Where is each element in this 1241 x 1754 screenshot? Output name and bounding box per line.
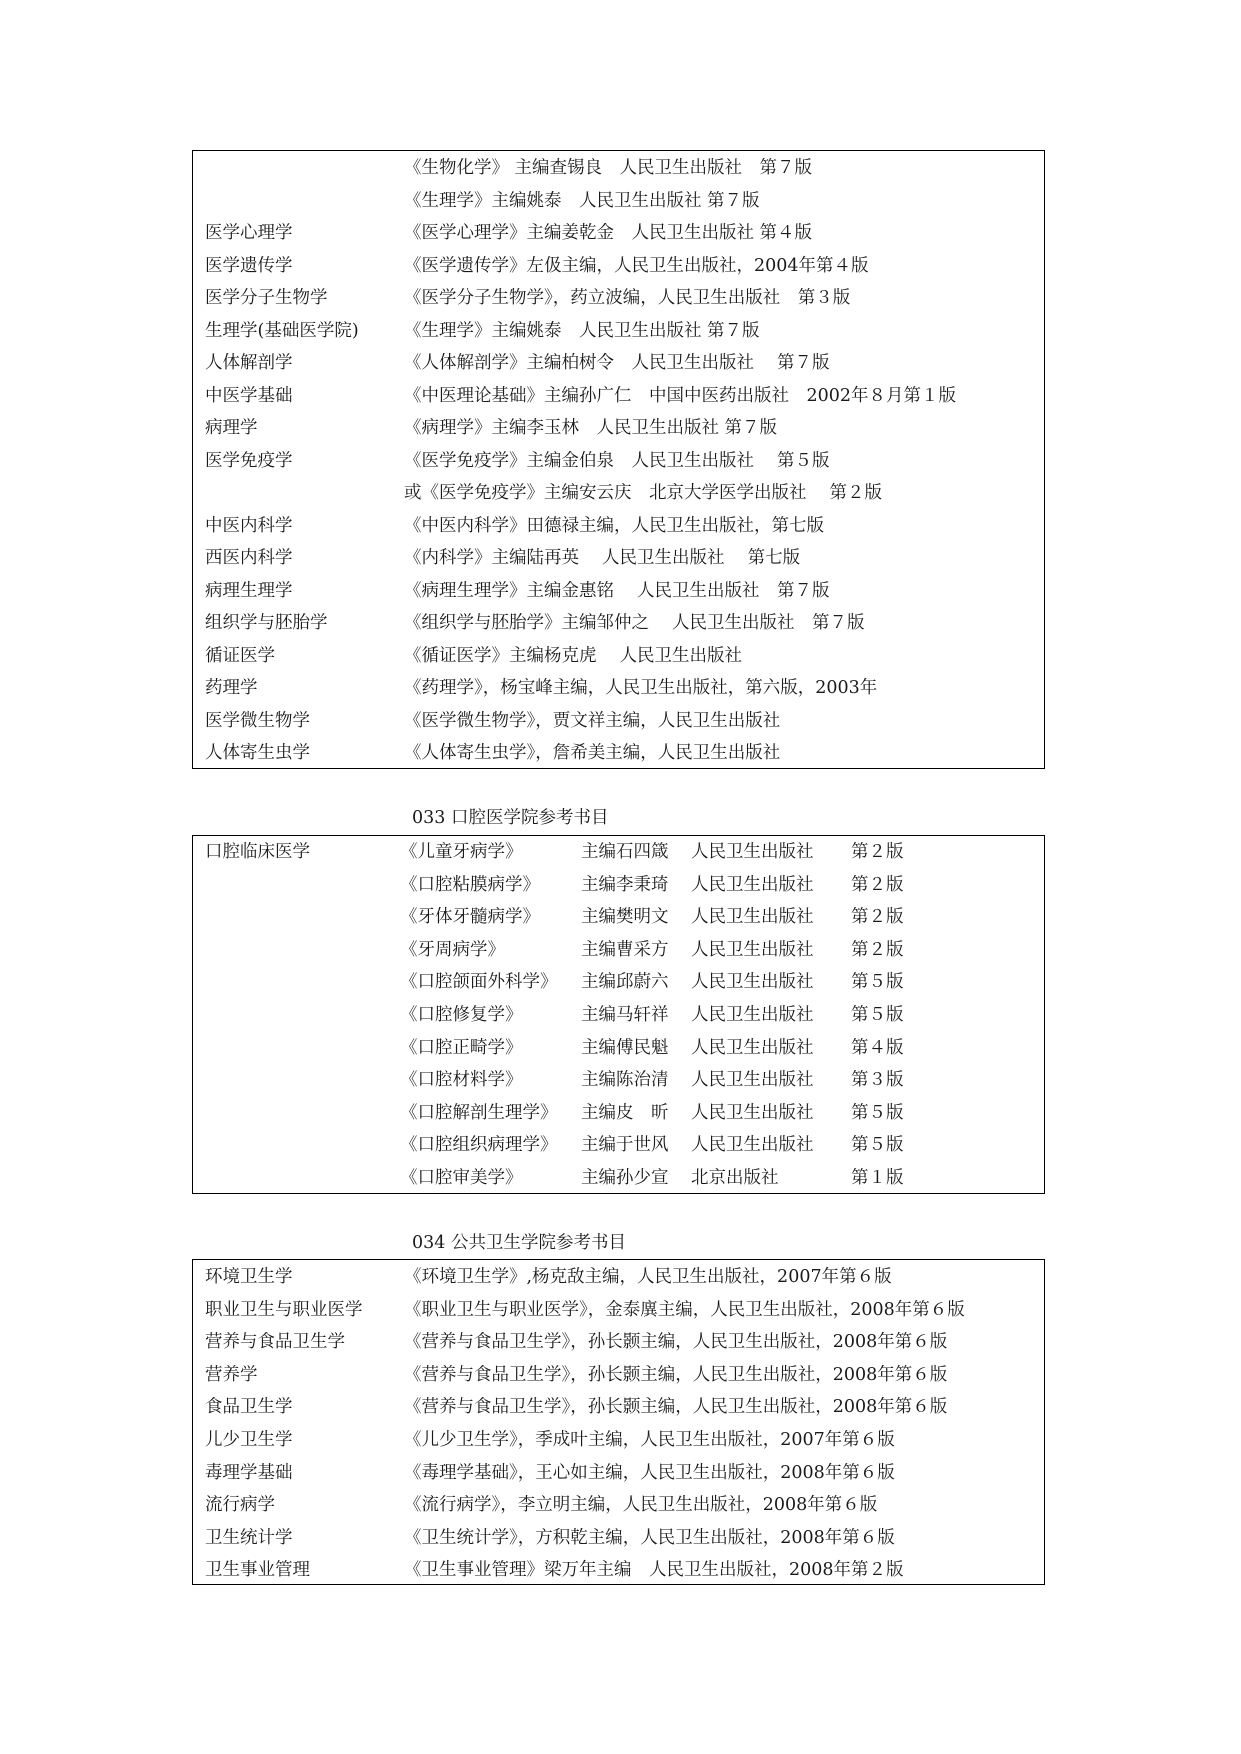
book-reference: 《生物化学》 主编查锡良 人民卫生出版社 第７版 [404,158,813,178]
book-reference: 《职业卫生与职业医学》，金泰廙主编，人民卫生出版社，2008年第６版 [404,1299,965,1320]
subject-label: 医学心理学 [205,223,293,243]
book-reference: 《病理生理学》主编金惠铭 人民卫生出版社 第７版 [404,580,830,601]
subject-label: 毒理学基础 [205,1462,293,1483]
book-reference: 《中医内科学》田德禄主编，人民卫生出版社，第七版 [404,515,824,536]
book-reference: 《流行病学》，李立明主编，人民卫生出版社，2008年第６版 [404,1495,878,1516]
book-edition: 第３版 [851,1070,904,1091]
book-publisher: 人民卫生出版社 [691,1037,814,1058]
book-reference: 《卫生统计学》，方积乾主编，人民卫生出版社，2008年第６版 [404,1527,895,1548]
subject-label: 药理学 [205,678,258,698]
subject-label: 循证医学 [205,645,275,666]
book-reference: 《医学心理学》主编姜乾金 人民卫生出版社 第４版 [404,223,813,243]
book-publisher: 人民卫生出版社 [691,1135,814,1156]
book-publisher: 人民卫生出版社 [691,842,814,862]
book-editor: 主编马轩祥 [581,1005,669,1025]
book-edition: 第４版 [851,1037,904,1058]
book-publisher: 人民卫生出版社 [691,874,814,895]
book-publisher: 北京出版社 [691,1168,779,1188]
book-reference: 《生理学》主编姚泰 人民卫生出版社 第７版 [404,190,760,211]
book-reference: 《组织学与胚胎学》主编邹仲之 人民卫生出版社 第７版 [404,613,865,633]
section-heading-033: 033 口腔医学院参考书目 [412,808,609,828]
reference-table-stomatology [192,835,1045,1194]
subject-label: 营养与食品卫生学 [205,1332,345,1353]
subject-label: 环境卫生学 [205,1267,293,1287]
subject-label: 口腔临床医学 [205,842,310,862]
book-editor: 主编石四箴 [581,842,669,862]
book-editor: 主编傅民魁 [581,1037,669,1058]
book-edition: 第５版 [851,972,904,993]
book-reference: 《内科学》主编陆再英 人民卫生出版社 第七版 [404,548,801,568]
subject-label: 职业卫生与职业医学 [205,1299,363,1320]
book-publisher: 人民卫生出版社 [691,972,814,993]
subject-label: 生理学(基础医学院) [205,320,359,341]
book-reference: 或《医学免疫学》主编安云庆 北京大学医学出版社 第２版 [404,483,883,503]
subject-label: 医学遗传学 [205,255,293,276]
subject-label: 医学微生物学 [205,710,310,731]
subject-label: 组织学与胚胎学 [205,613,328,633]
reference-table-basic-medicine [192,150,1045,769]
book-title: 《牙体牙髓病学》 [400,907,540,928]
book-reference: 《病理学》主编李玉林 人民卫生出版社 第７版 [404,418,778,438]
book-title: 《口腔解剖生理学》 [400,1102,558,1123]
book-title: 《口腔颌面外科学》 [400,972,558,993]
subject-label: 西医内科学 [205,548,293,568]
book-title: 《口腔组织病理学》 [400,1135,558,1156]
book-title: 《口腔正畸学》 [400,1037,523,1058]
book-reference: 《医学遗传学》左伋主编，人民卫生出版社，2004年第４版 [404,255,869,276]
subject-label: 医学免疫学 [205,450,293,471]
book-title: 《口腔修复学》 [400,1005,523,1025]
subject-label: 营养学 [205,1364,258,1385]
book-reference: 《生理学》主编姚泰 人民卫生出版社 第７版 [404,320,760,341]
reference-table-public-health [192,1259,1045,1585]
section-heading-034: 034 公共卫生学院参考书目 [412,1233,626,1253]
book-reference: 《卫生事业管理》梁万年主编 人民卫生出版社，2008年第２版 [404,1560,904,1581]
book-editor: 主编樊明文 [581,907,669,928]
book-editor: 主编陈治清 [581,1070,669,1091]
subject-label: 流行病学 [205,1495,275,1516]
book-publisher: 人民卫生出版社 [691,907,814,928]
book-editor: 主编李秉琦 [581,874,669,895]
book-reference: 《药理学》，杨宝峰主编，人民卫生出版社，第六版，2003年 [404,678,878,698]
book-reference: 《医学微生物学》，贾文祥主编，人民卫生出版社 [404,710,781,731]
book-reference: 《营养与食品卫生学》，孙长颢主编，人民卫生出版社，2008年第６版 [404,1397,948,1418]
book-edition: 第２版 [851,907,904,928]
subject-label: 中医学基础 [205,385,293,406]
subject-label: 卫生事业管理 [205,1560,310,1581]
book-title: 《口腔材料学》 [400,1070,523,1091]
book-title: 《口腔粘膜病学》 [400,874,540,895]
book-reference: 《营养与食品卫生学》，孙长颢主编，人民卫生出版社，2008年第６版 [404,1332,948,1353]
book-reference: 《医学分子生物学》，药立波编，人民卫生出版社 第３版 [404,288,851,308]
book-editor: 主编曹采方 [581,939,669,960]
book-reference: 《医学免疫学》主编金伯泉 人民卫生出版社 第５版 [404,450,830,471]
book-reference: 《中医理论基础》主编孙广仁 中国中医药出版社 2002年８月第１版 [404,385,957,406]
book-reference: 《环境卫生学》,杨克敌主编，人民卫生出版社，2007年第６版 [404,1267,892,1287]
book-edition: 第２版 [851,874,904,895]
subject-label: 中医内科学 [205,515,293,536]
book-edition: 第５版 [851,1005,904,1025]
subject-label: 病理学 [205,418,258,438]
subject-label: 食品卫生学 [205,1397,293,1418]
book-publisher: 人民卫生出版社 [691,1005,814,1025]
subject-label: 病理生理学 [205,580,293,601]
book-editor: 主编邱蔚六 [581,972,669,993]
book-reference: 《营养与食品卫生学》，孙长颢主编，人民卫生出版社，2008年第６版 [404,1364,948,1385]
subject-label: 人体寄生虫学 [205,743,310,763]
book-title: 《牙周病学》 [400,939,505,960]
book-edition: 第２版 [851,842,904,862]
book-title: 《儿童牙病学》 [400,842,523,862]
book-editor: 主编于世风 [581,1135,669,1156]
subject-label: 卫生统计学 [205,1527,293,1548]
book-publisher: 人民卫生出版社 [691,1070,814,1091]
book-title: 《口腔审美学》 [400,1168,523,1188]
book-reference: 《儿少卫生学》，季成叶主编，人民卫生出版社，2007年第６版 [404,1430,895,1450]
book-reference: 《人体寄生虫学》，詹希美主编，人民卫生出版社 [404,743,781,763]
book-editor: 主编孙少宣 [581,1168,669,1188]
book-reference: 《人体解剖学》主编柏树令 人民卫生出版社 第７版 [404,353,830,373]
book-publisher: 人民卫生出版社 [691,1102,814,1123]
subject-label: 人体解剖学 [205,353,293,373]
book-edition: 第２版 [851,939,904,960]
subject-label: 儿少卫生学 [205,1430,293,1450]
subject-label: 医学分子生物学 [205,288,328,308]
book-edition: 第５版 [851,1102,904,1123]
book-reference: 《毒理学基础》，王心如主编，人民卫生出版社，2008年第６版 [404,1462,895,1483]
book-edition: 第１版 [851,1168,904,1188]
book-editor: 主编皮 昕 [581,1102,669,1123]
book-reference: 《循证医学》主编杨克虎 人民卫生出版社 [404,645,743,666]
book-edition: 第５版 [851,1135,904,1156]
book-publisher: 人民卫生出版社 [691,939,814,960]
